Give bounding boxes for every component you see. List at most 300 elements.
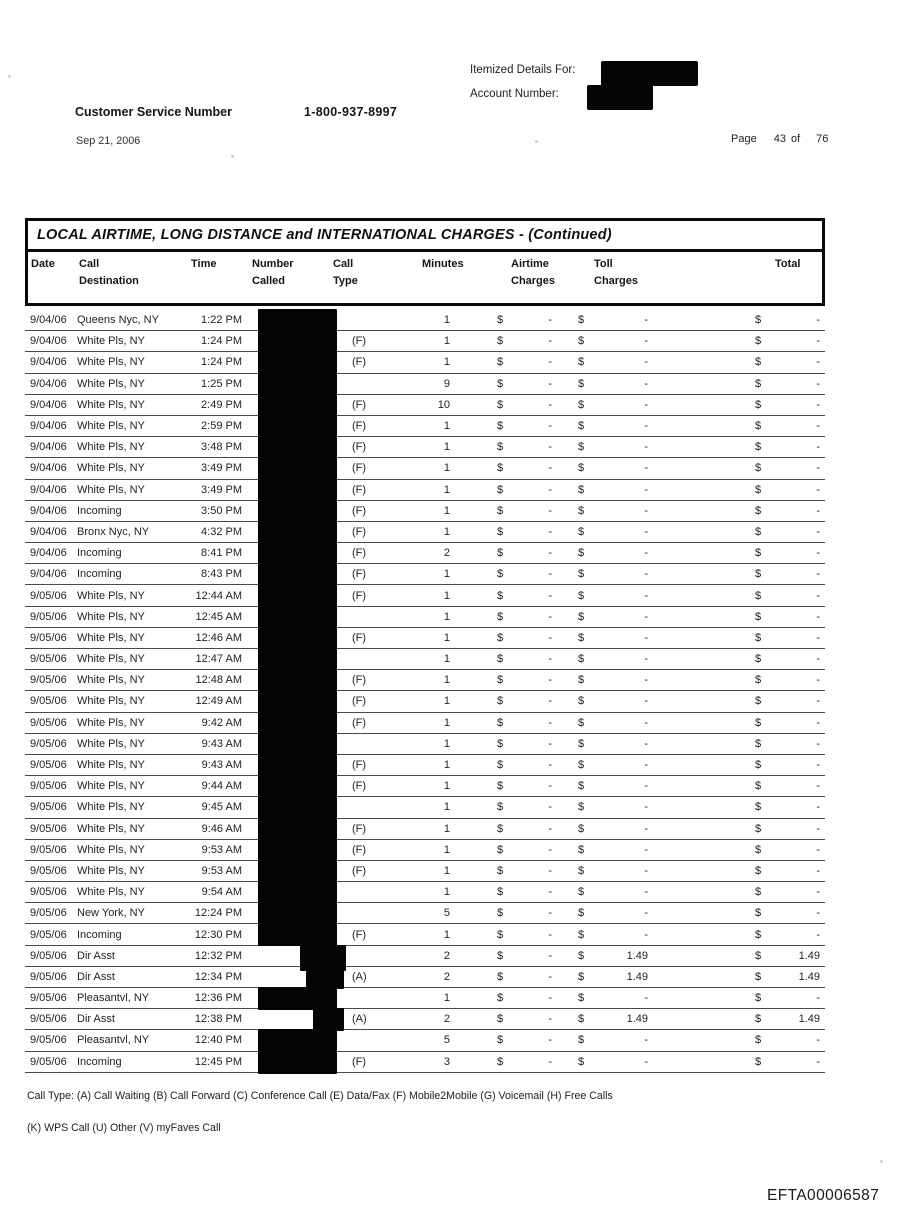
- total-charge: $ -: [755, 1034, 820, 1047]
- call-time: 1:25 PM: [201, 377, 242, 390]
- toll-charge: $ -: [578, 780, 648, 793]
- dollar-sign: $: [497, 441, 504, 454]
- call-time: 12:30 PM: [194, 928, 242, 941]
- call-date: 9/04/06: [30, 398, 67, 411]
- toll-charge: $ -: [578, 737, 648, 750]
- toll-charge: $ -: [578, 356, 648, 369]
- total-charge: $ -: [755, 420, 820, 433]
- table-row: [25, 437, 825, 458]
- airtime-charge: $ -: [497, 525, 552, 538]
- total-charge: $ -: [755, 992, 820, 1005]
- call-minutes: 2: [443, 1013, 450, 1026]
- customer-service-number: 1-800-937-8997: [304, 105, 398, 119]
- dollar-sign: $: [578, 441, 585, 454]
- call-destination: White Pls, NY: [77, 695, 145, 708]
- airtime-charge: $ -: [497, 504, 552, 517]
- dollar-sign: $: [497, 907, 504, 920]
- total-charge: $ -: [755, 653, 820, 666]
- dollar-sign: $: [755, 674, 762, 687]
- number-called-cell: [242, 691, 352, 711]
- airtime-charge: $ -: [497, 822, 552, 835]
- dollar-sign: $: [497, 377, 504, 390]
- call-type: (F): [352, 356, 367, 369]
- dollar-sign: $: [755, 547, 762, 560]
- dollar-sign: $: [755, 886, 762, 899]
- table-row: [25, 755, 825, 776]
- airtime-charge: $ -: [497, 377, 552, 390]
- call-date: 9/05/06: [30, 737, 67, 750]
- call-time: 3:50 PM: [201, 504, 242, 517]
- call-minutes: 2: [443, 547, 450, 560]
- call-type: (F): [352, 420, 367, 433]
- table-row: [25, 395, 825, 416]
- airtime-charge: $ -: [497, 759, 552, 772]
- airtime-charge: $ -: [497, 780, 552, 793]
- redacted-customer-name: [601, 61, 698, 86]
- call-destination: White Pls, NY: [77, 589, 145, 602]
- dollar-sign: $: [578, 970, 585, 983]
- toll-charge: $ 1.49: [578, 949, 648, 962]
- call-time: 1:24 PM: [201, 356, 242, 369]
- airtime-charge: $ -: [497, 589, 552, 602]
- airtime-charge: $ -: [497, 886, 552, 899]
- account-number-label: Account Number:: [470, 88, 559, 100]
- call-destination: White Pls, NY: [77, 483, 145, 496]
- col-header-minutes: Minutes: [422, 258, 464, 270]
- toll-charge: $ -: [578, 1055, 648, 1068]
- call-time: 4:32 PM: [201, 525, 242, 538]
- dollar-sign: $: [755, 653, 762, 666]
- toll-charge: $ -: [578, 864, 648, 877]
- airtime-charge: $ -: [497, 737, 552, 750]
- page-current: 43: [773, 133, 786, 145]
- col-header-toll-charges: Toll Charges: [594, 258, 639, 288]
- dollar-sign: $: [578, 1034, 585, 1047]
- call-time: 1:24 PM: [201, 335, 242, 348]
- total-charge: $ -: [755, 801, 820, 814]
- total-charge: $ -: [755, 398, 820, 411]
- toll-charge: $ 1.49: [578, 1013, 648, 1026]
- total-charge: $ -: [755, 631, 820, 644]
- redacted-phone-number: [258, 796, 337, 819]
- redacted-phone-number: [258, 373, 337, 396]
- call-destination: Incoming: [77, 568, 122, 581]
- dollar-sign: $: [497, 631, 504, 644]
- toll-charge: $ -: [578, 610, 648, 623]
- call-minutes: 1: [443, 525, 450, 538]
- call-minutes: 1: [443, 864, 450, 877]
- dollar-sign: $: [755, 780, 762, 793]
- number-called-cell: [242, 670, 352, 690]
- dollar-sign: $: [755, 1013, 762, 1026]
- dollar-sign: $: [755, 631, 762, 644]
- airtime-charge: $ -: [497, 864, 552, 877]
- toll-charge: $ -: [578, 716, 648, 729]
- toll-charge: $ -: [578, 907, 648, 920]
- table-row: [25, 310, 825, 331]
- airtime-charge: $ -: [497, 356, 552, 369]
- dollar-sign: $: [755, 377, 762, 390]
- call-time: 3:48 PM: [201, 441, 242, 454]
- call-destination: White Pls, NY: [77, 843, 145, 856]
- table-row: [25, 458, 825, 479]
- call-type: (A): [352, 970, 367, 983]
- total-charge: $ -: [755, 335, 820, 348]
- dollar-sign: $: [578, 674, 585, 687]
- redacted-phone-number: [258, 436, 337, 459]
- call-minutes: 1: [443, 822, 450, 835]
- number-called-cell: [242, 522, 352, 542]
- dollar-sign: $: [755, 441, 762, 454]
- statement-date: Sep 21, 2006: [76, 135, 141, 147]
- call-destination: Incoming: [77, 547, 122, 560]
- number-called-cell: [242, 1009, 352, 1029]
- call-time: 3:49 PM: [201, 462, 242, 475]
- dollar-sign: $: [497, 822, 504, 835]
- col-header-total: Total: [775, 258, 801, 270]
- toll-charge: $ -: [578, 674, 648, 687]
- call-destination: White Pls, NY: [77, 462, 145, 475]
- page-label: Page: [731, 133, 757, 145]
- scan-speck: [231, 155, 234, 158]
- call-type: (F): [352, 1055, 367, 1068]
- call-minutes: 1: [443, 843, 450, 856]
- scan-speck: [535, 140, 538, 143]
- dollar-sign: $: [755, 610, 762, 623]
- dollar-sign: $: [497, 610, 504, 623]
- call-time: 12:38 PM: [194, 1013, 242, 1026]
- airtime-charge: $ -: [497, 398, 552, 411]
- call-destination: Dir Asst: [77, 1013, 115, 1026]
- airtime-charge: $ -: [497, 653, 552, 666]
- number-called-cell: [242, 437, 352, 457]
- airtime-charge: $ -: [497, 992, 552, 1005]
- airtime-charge: $ -: [497, 674, 552, 687]
- call-date: 9/05/06: [30, 716, 67, 729]
- dollar-sign: $: [578, 504, 585, 517]
- airtime-charge: $ -: [497, 631, 552, 644]
- toll-charge: $ -: [578, 759, 648, 772]
- table-row: [25, 967, 825, 988]
- charges-table: [25, 218, 825, 1073]
- redacted-phone-number: [258, 1051, 337, 1074]
- dollar-sign: $: [578, 483, 585, 496]
- total-charge: $ -: [755, 483, 820, 496]
- call-destination: Incoming: [77, 504, 122, 517]
- number-called-cell: [242, 924, 352, 944]
- call-minutes: 2: [443, 970, 450, 983]
- call-time: 9:44 AM: [201, 780, 242, 793]
- dollar-sign: $: [578, 695, 585, 708]
- dollar-sign: $: [755, 843, 762, 856]
- call-time: 9:53 AM: [201, 843, 242, 856]
- toll-charge: $ -: [578, 801, 648, 814]
- toll-charge: $ -: [578, 547, 648, 560]
- dollar-sign: $: [578, 780, 585, 793]
- call-type: (F): [352, 398, 367, 411]
- dollar-sign: $: [755, 525, 762, 538]
- dollar-sign: $: [497, 992, 504, 1005]
- redacted-phone-number: [258, 818, 337, 841]
- call-type: (F): [352, 674, 367, 687]
- call-date: 9/05/06: [30, 695, 67, 708]
- table-row: [25, 1052, 825, 1073]
- number-called-cell: [242, 501, 352, 521]
- customer-service-label: Customer Service Number: [75, 105, 233, 119]
- call-destination: New York, NY: [77, 907, 145, 920]
- page-indicator: [731, 133, 828, 145]
- dollar-sign: $: [755, 737, 762, 750]
- total-charge: $ -: [755, 716, 820, 729]
- call-date: 9/05/06: [30, 843, 67, 856]
- total-charge: $ -: [755, 780, 820, 793]
- call-date: 9/04/06: [30, 356, 67, 369]
- table-row: [25, 734, 825, 755]
- number-called-cell: [242, 585, 352, 605]
- redacted-phone-number: [258, 839, 337, 862]
- dollar-sign: $: [497, 589, 504, 602]
- call-type: (F): [352, 462, 367, 475]
- dollar-sign: $: [497, 335, 504, 348]
- table-row: [25, 352, 825, 373]
- dollar-sign: $: [755, 504, 762, 517]
- redacted-account-number: [587, 85, 653, 110]
- call-date: 9/05/06: [30, 822, 67, 835]
- dollar-sign: $: [755, 356, 762, 369]
- number-called-cell: [242, 480, 352, 500]
- dollar-sign: $: [755, 716, 762, 729]
- call-type: (F): [352, 631, 367, 644]
- call-time: 12:46 AM: [195, 631, 242, 644]
- call-destination: Incoming: [77, 928, 122, 941]
- table-row: [25, 776, 825, 797]
- total-charge: $ -: [755, 441, 820, 454]
- call-date: 9/05/06: [30, 1055, 67, 1068]
- call-time: 3:49 PM: [201, 483, 242, 496]
- call-type: (F): [352, 780, 367, 793]
- number-called-cell: [242, 458, 352, 478]
- airtime-charge: $ -: [497, 928, 552, 941]
- total-charge: $ -: [755, 504, 820, 517]
- dollar-sign: $: [497, 780, 504, 793]
- airtime-charge: $ -: [497, 462, 552, 475]
- number-called-cell: [242, 628, 352, 648]
- redacted-phone-number: [258, 775, 337, 798]
- col-header-airtime-charges: Airtime Charges: [511, 258, 556, 288]
- toll-charge: $ -: [578, 398, 648, 411]
- dollar-sign: $: [578, 314, 585, 327]
- call-destination: White Pls, NY: [77, 610, 145, 623]
- dollar-sign: $: [578, 907, 585, 920]
- total-charge: $ -: [755, 695, 820, 708]
- airtime-charge: $ -: [497, 1013, 552, 1026]
- call-time: 12:49 AM: [195, 695, 242, 708]
- number-called-cell: [242, 861, 352, 881]
- dollar-sign: $: [578, 843, 585, 856]
- call-minutes: 1: [443, 504, 450, 517]
- total-charge: $ -: [755, 610, 820, 623]
- redacted-phone-number: [258, 351, 337, 374]
- dollar-sign: $: [578, 801, 585, 814]
- call-date: 9/05/06: [30, 589, 67, 602]
- call-time: 9:43 AM: [201, 737, 242, 750]
- number-called-cell: [242, 819, 352, 839]
- dollar-sign: $: [497, 949, 504, 962]
- call-destination: White Pls, NY: [77, 716, 145, 729]
- number-called-cell: [242, 776, 352, 796]
- call-destination: White Pls, NY: [77, 420, 145, 433]
- call-destination: Incoming: [77, 1055, 122, 1068]
- call-date: 9/04/06: [30, 462, 67, 475]
- dollar-sign: $: [578, 928, 585, 941]
- airtime-charge: $ -: [497, 949, 552, 962]
- dollar-sign: $: [578, 547, 585, 560]
- airtime-charge: $ -: [497, 907, 552, 920]
- call-minutes: 1: [443, 928, 450, 941]
- col-header-date: Date: [31, 258, 55, 270]
- call-time: 12:32 PM: [194, 949, 242, 962]
- call-minutes: 1: [443, 589, 450, 602]
- total-charge: $ -: [755, 589, 820, 602]
- airtime-charge: $ -: [497, 314, 552, 327]
- call-destination: White Pls, NY: [77, 780, 145, 793]
- call-minutes: 3: [443, 1055, 450, 1068]
- number-called-cell: [242, 564, 352, 584]
- total-charge: $ -: [755, 907, 820, 920]
- call-destination: Dir Asst: [77, 949, 115, 962]
- call-date: 9/05/06: [30, 1034, 67, 1047]
- table-row: [25, 924, 825, 945]
- table-row: [25, 628, 825, 649]
- dollar-sign: $: [755, 759, 762, 772]
- redacted-phone-number: [258, 669, 337, 692]
- table-row: [25, 882, 825, 903]
- number-called-cell: [242, 416, 352, 436]
- redacted-phone-number: [258, 881, 337, 904]
- call-destination: White Pls, NY: [77, 441, 145, 454]
- call-minutes: 1: [443, 759, 450, 772]
- number-called-cell: [242, 310, 352, 330]
- dollar-sign: $: [578, 631, 585, 644]
- dollar-sign: $: [755, 1055, 762, 1068]
- table-row: [25, 861, 825, 882]
- dollar-sign: $: [578, 949, 585, 962]
- table-header-box: [25, 218, 825, 306]
- dollar-sign: $: [578, 992, 585, 1005]
- dollar-sign: $: [755, 928, 762, 941]
- table-row: [25, 564, 825, 585]
- dollar-sign: $: [755, 420, 762, 433]
- call-minutes: 1: [443, 886, 450, 899]
- customer-service-row: [75, 105, 397, 119]
- redacted-phone-number: [258, 690, 337, 713]
- airtime-charge: $ -: [497, 1034, 552, 1047]
- call-destination: White Pls, NY: [77, 674, 145, 687]
- call-time: 12:24 PM: [194, 907, 242, 920]
- dollar-sign: $: [755, 695, 762, 708]
- call-date: 9/05/06: [30, 674, 67, 687]
- call-date: 9/05/06: [30, 1013, 67, 1026]
- dollar-sign: $: [755, 568, 762, 581]
- dollar-sign: $: [497, 356, 504, 369]
- dollar-sign: $: [578, 462, 585, 475]
- airtime-charge: $ -: [497, 1055, 552, 1068]
- redacted-phone-number: [258, 712, 337, 735]
- call-time: 9:46 AM: [201, 822, 242, 835]
- redacted-phone-number: [258, 606, 337, 629]
- dollar-sign: $: [578, 1013, 585, 1026]
- total-charge: $ -: [755, 547, 820, 560]
- call-minutes: 1: [443, 462, 450, 475]
- document-id: EFTA00006587: [767, 1187, 880, 1204]
- call-minutes: 1: [443, 780, 450, 793]
- dollar-sign: $: [578, 822, 585, 835]
- dollar-sign: $: [497, 547, 504, 560]
- call-type: (F): [352, 525, 367, 538]
- number-called-cell: [242, 882, 352, 902]
- number-called-cell: [242, 543, 352, 563]
- dollar-sign: $: [755, 589, 762, 602]
- call-time: 12:44 AM: [195, 589, 242, 602]
- total-charge: $ -: [755, 377, 820, 390]
- call-destination: White Pls, NY: [77, 822, 145, 835]
- number-called-cell: [242, 713, 352, 733]
- call-time: 9:42 AM: [201, 716, 242, 729]
- redacted-phone-number: [258, 860, 337, 883]
- call-time: 9:53 AM: [201, 864, 242, 877]
- call-date: 9/05/06: [30, 759, 67, 772]
- number-called-cell: [242, 1030, 352, 1050]
- dollar-sign: $: [578, 377, 585, 390]
- dollar-sign: $: [497, 483, 504, 496]
- dollar-sign: $: [497, 801, 504, 814]
- table-row: [25, 416, 825, 437]
- call-type: (A): [352, 1013, 367, 1026]
- dollar-sign: $: [755, 1034, 762, 1047]
- toll-charge: $ -: [578, 886, 648, 899]
- airtime-charge: $ -: [497, 695, 552, 708]
- dollar-sign: $: [497, 843, 504, 856]
- toll-charge: $ -: [578, 441, 648, 454]
- call-minutes: 1: [443, 441, 450, 454]
- call-minutes: 1: [443, 314, 450, 327]
- table-row: [25, 670, 825, 691]
- call-time: 12:45 PM: [194, 1055, 242, 1068]
- toll-charge: $ -: [578, 843, 648, 856]
- number-called-cell: [242, 331, 352, 351]
- total-charge: $ -: [755, 822, 820, 835]
- number-called-cell: [242, 395, 352, 415]
- dollar-sign: $: [755, 949, 762, 962]
- dollar-sign: $: [497, 653, 504, 666]
- table-row: [25, 797, 825, 818]
- call-type: (F): [352, 568, 367, 581]
- table-row: [25, 480, 825, 501]
- table-row: [25, 713, 825, 734]
- call-minutes: 1: [443, 610, 450, 623]
- dollar-sign: $: [578, 759, 585, 772]
- toll-charge: $ -: [578, 314, 648, 327]
- dollar-sign: $: [497, 462, 504, 475]
- call-date: 9/05/06: [30, 886, 67, 899]
- dollar-sign: $: [497, 1055, 504, 1068]
- call-minutes: 1: [443, 483, 450, 496]
- table-row: [25, 691, 825, 712]
- toll-charge: $ -: [578, 695, 648, 708]
- call-minutes: 1: [443, 631, 450, 644]
- call-date: 9/05/06: [30, 631, 67, 644]
- airtime-charge: $ -: [497, 716, 552, 729]
